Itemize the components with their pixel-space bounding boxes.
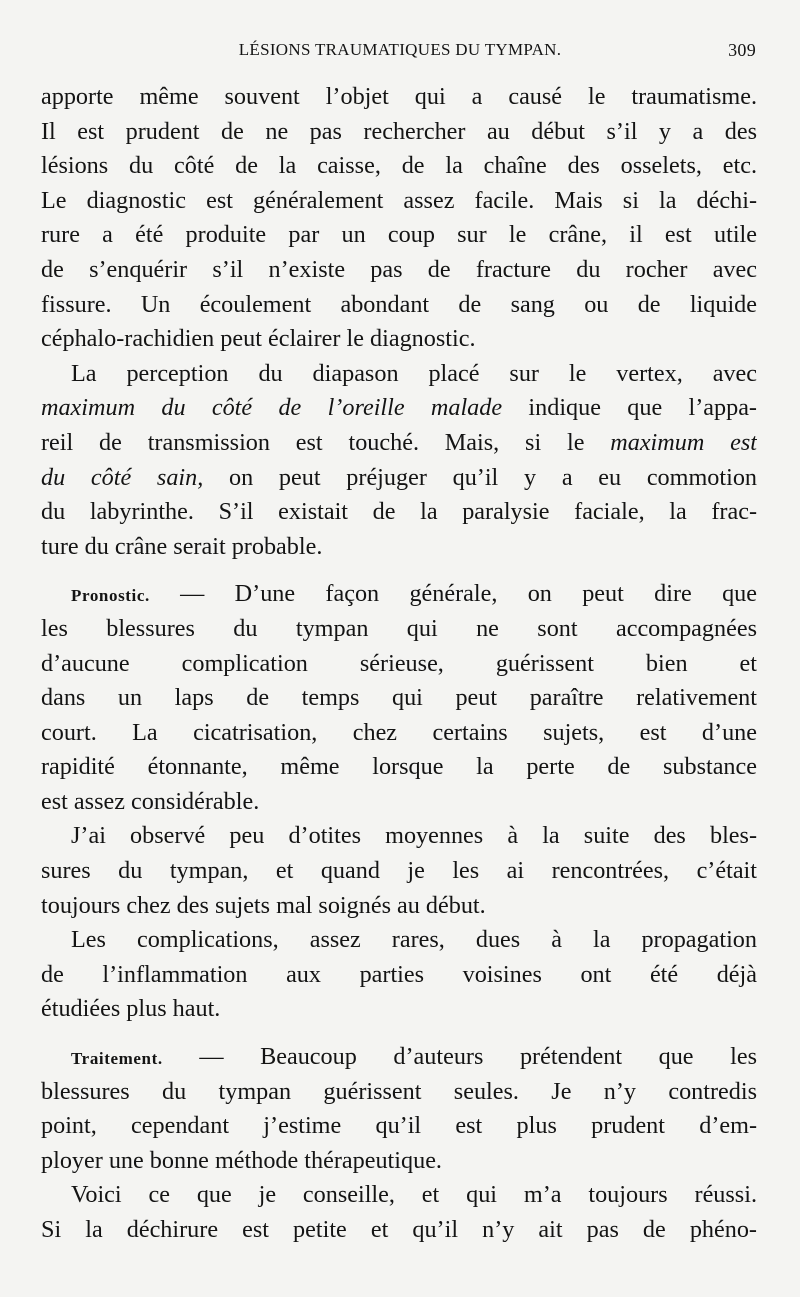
text-line: Les complications, assez rares, dues à la propagation xyxy=(71,926,757,954)
text-line: point, cependant j’estime qu’il est plus prudent d’em- xyxy=(41,1112,757,1140)
text-line: ployer une bonne méthode thérapeutique. xyxy=(41,1146,442,1174)
text-line: rapidité étonnante, même lorsque la perte de substance xyxy=(41,753,757,781)
text-line: Il est prudent de ne pas rechercher au début s’il y a des xyxy=(41,117,757,145)
text-run: on peut préjuger qu’il y a eu commotion xyxy=(203,463,757,491)
text-line: J’ai observé peu d’otites moyennes à la suite des bles- xyxy=(71,822,757,850)
text-line: de l’inflammation aux parties voisines ont été déjà xyxy=(41,960,757,988)
text-run: — D’une façon générale, on peut dire que xyxy=(149,580,757,608)
text-line: court. La cicatrisation, chez certains sujets, est d’une xyxy=(41,718,757,746)
text-line: de s’enquérir s’il n’existe pas de fracture du rocher avec xyxy=(41,255,757,283)
text-line: apporte même souvent l’objet qui a causé le traumatisme. xyxy=(41,83,757,110)
paragraph-otites xyxy=(41,819,757,923)
running-header xyxy=(40,40,760,70)
text-line xyxy=(41,461,757,496)
paragraph-diapason xyxy=(41,357,757,565)
text-line: ture du crâne serait probable. xyxy=(41,532,323,560)
chapter-title: LÉSIONS TRAUMATIQUES DU TYMPAN. xyxy=(238,40,562,59)
page-number: 309 xyxy=(728,40,756,60)
paragraph-complications xyxy=(41,923,757,1027)
text-line: fissure. Un écoulement abondant de sang ou de liquide xyxy=(41,290,757,318)
text-line: rure a été produite par un coup sur le crâne, il est utile xyxy=(41,221,757,249)
italic-phrase: du côté sain, xyxy=(41,463,204,491)
section-gap xyxy=(41,1027,757,1040)
text-line: toujours chez des sujets mal soignés au début. xyxy=(41,891,486,919)
section-heading-traitement: Traitement. xyxy=(71,1049,163,1069)
text-line: dans un laps de temps qui peut paraître relativement xyxy=(41,684,757,712)
paragraph-traitement xyxy=(41,1040,757,1178)
text-line: est assez considérable. xyxy=(41,787,260,815)
paragraph-pronostic xyxy=(41,577,757,819)
text-line xyxy=(41,1040,757,1075)
text-run: reil de transmission est touché. Mais, si le xyxy=(41,428,611,456)
text-line: céphalo-rachidien peut éclairer le diagnostic. xyxy=(41,325,476,353)
text-line: du labyrinthe. S’il existait de la paralysie faciale, la frac- xyxy=(41,498,757,526)
text-line: lésions du côté de la caisse, de la chaîne des osselets, etc. xyxy=(41,152,757,180)
text-line: sures du tympan, et quand je les ai rencontrées, c’était xyxy=(41,857,757,885)
italic-phrase: maximum du côté de l’oreille malade xyxy=(41,394,503,422)
text-line xyxy=(41,391,757,426)
paragraph-diagnostic xyxy=(41,80,757,357)
section-heading-pronostic: Pronostic. xyxy=(71,586,150,606)
text-run: indique que l’appa- xyxy=(502,394,757,422)
section-gap xyxy=(41,564,757,577)
text-line: les blessures du tympan qui ne sont accompagnées xyxy=(41,614,757,642)
paragraph-conseil xyxy=(41,1178,757,1247)
text-line xyxy=(41,426,757,461)
text-line: d’aucune complication sérieuse, guérissent bien et xyxy=(41,649,757,677)
text-line: La perception du diapason placé sur le vertex, avec xyxy=(71,359,757,387)
text-line: étudiées plus haut. xyxy=(41,995,221,1023)
text-line: Si la déchirure est petite et qu’il n’y ait pas de phéno- xyxy=(41,1216,757,1243)
text-line: Voici ce que je conseille, et qui m’a toujours réussi. xyxy=(71,1181,757,1209)
text-line xyxy=(41,577,757,612)
body-text xyxy=(41,80,757,1248)
italic-phrase: maximum est xyxy=(610,428,757,456)
text-line: blessures du tympan guérissent seules. Je n’y contredis xyxy=(41,1077,757,1105)
text-line: Le diagnostic est généralement assez facile. Mais si la déchi- xyxy=(41,186,757,214)
text-run: — Beaucoup d’auteurs prétendent que les xyxy=(162,1043,757,1071)
